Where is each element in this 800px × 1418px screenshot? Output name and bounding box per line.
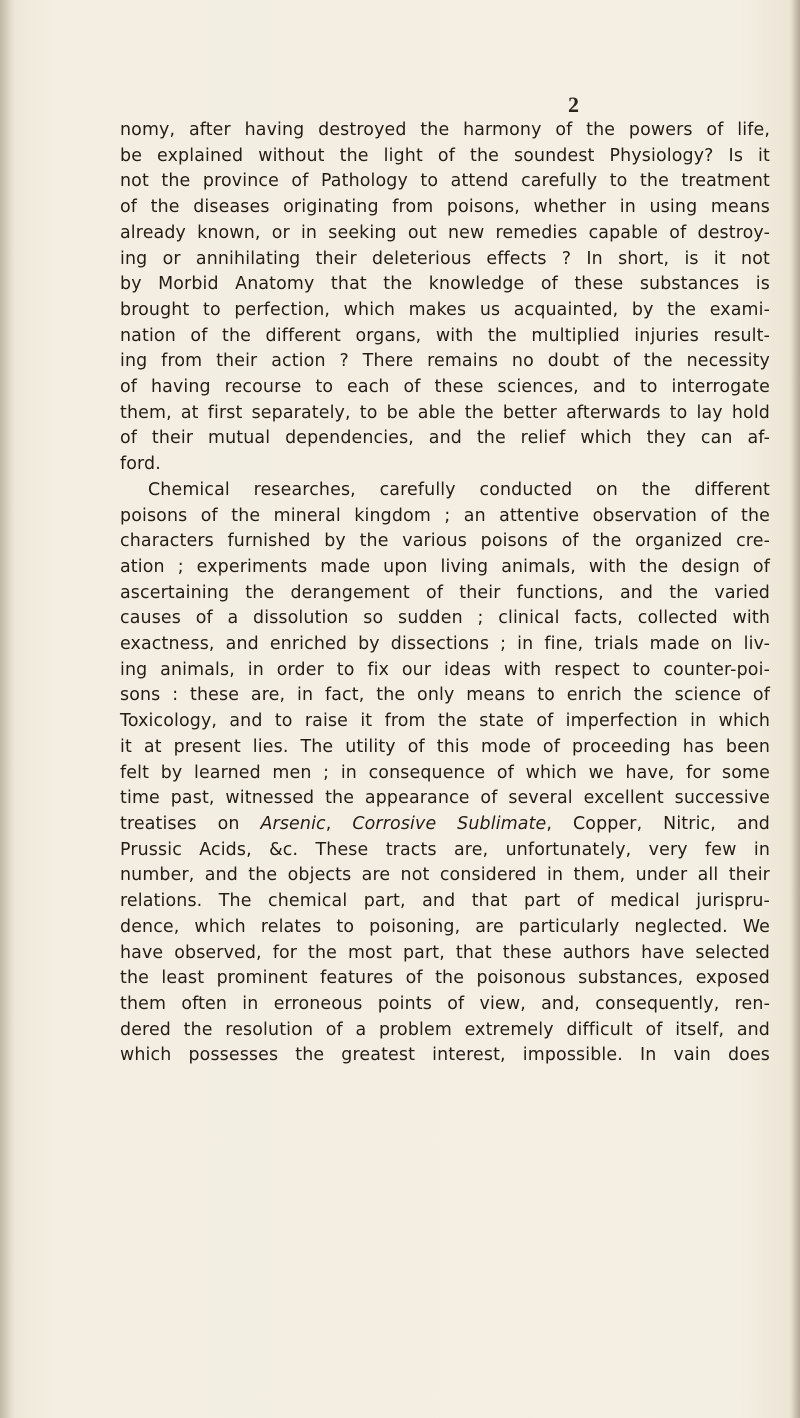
text-line: brought to perfection, which makes us acquainted, by the exami- [120,299,770,320]
text-line: nation of the different organs, with the multiplied injuries result- [120,325,770,346]
text-line: relations. The chemical part, and that part of medical jurispru- [120,891,770,912]
text-line: Prussic Acids, &c. These tracts are, unfortunately, very few in [120,839,770,860]
text-line: by Morbid Anatomy that the knowledge of these substances is [120,274,770,295]
text-line: have observed, for the most part, that these authors have selected [120,942,770,963]
text-line: of having recourse to each of these sciences, and to interrogate [120,377,770,398]
text-line: ing or annihilating their deleterious effects ? In short, is it not [120,248,770,269]
text-line: felt by learned men ; in consequence of which we have, for some [120,762,770,783]
text-line: ing animals, in order to fix our ideas with respect to counter-poi- [120,659,770,680]
text-line: not the province of Pathology to attend carefully to the treatment [120,171,770,192]
text-line: dered the resolution of a problem extremely difficult of itself, and [120,1019,770,1040]
text-line: dence, which relates to poisoning, are particularly neglected. We [120,916,770,937]
text-line: causes of a dissolution so sudden ; clinical facts, collected with [120,608,770,629]
text-line: exactness, and enriched by dissections ; in fine, trials made on liv- [120,634,770,655]
text-line: sons : these are, in fact, the only means to enrich the science of [120,685,770,706]
paragraph-first-line: Chemical researches, carefully conducted on the different [148,479,770,500]
text-line: ascertaining the derangement of their functions, and the varied [120,582,770,603]
text-line: time past, witnessed the appearance of several excellent successive [120,788,770,809]
text-fragment: , [325,813,353,834]
text-fragment: treatises on [120,813,261,834]
text-line: it at present lies. The utility of this mode of proceeding has been [120,736,770,757]
text-line: ing from their action ? There remains no doubt of the necessity [120,351,770,372]
text-line: characters furnished by the various poisons of the organized cre- [120,531,770,552]
text-line: Toxicology, and to raise it from the state of imperfection in which [120,711,770,732]
text-line: them, at first separately, to be able the better afterwards to lay hold [120,402,770,423]
text-line: already known, or in seeking out new remedies capable of destroy- [120,222,770,243]
text-line: be explained without the light of the soundest Physiology? Is it [120,145,770,166]
text-line: of their mutual dependencies, and the relief which they can af- [120,428,770,449]
spine-shadow [0,0,14,1418]
text-line: of the diseases originating from poisons, whether in using means [120,197,770,218]
text-line-with-italics [120,812,770,838]
text-line: number, and the objects are not considered in them, under all their [120,865,770,886]
page-number: 2 [568,92,579,117]
text-line: the least prominent features of the poisonous substances, exposed [120,968,770,989]
text-line: nomy, after having destroyed the harmony of the powers of life, [120,120,770,140]
text-line: them often in erroneous points of view, and, consequently, ren- [120,993,770,1014]
text-line: ford. [120,454,161,475]
italic-term-arsenic: Arsenic [260,813,326,834]
text-line: which possesses the greatest interest, impossible. In vain does [120,1045,770,1066]
italic-term-corrosive-sublimate: Corrosive Sublimate [352,813,547,834]
text-line: poisons of the mineral kingdom ; an attentive observation of the [120,505,770,526]
page-edge-shadow [790,0,800,1418]
body-text [120,118,770,1069]
text-fragment: , Copper, Nitric, and [546,813,770,834]
text-line: ation ; experiments made upon living animals, with the design of [120,556,770,577]
